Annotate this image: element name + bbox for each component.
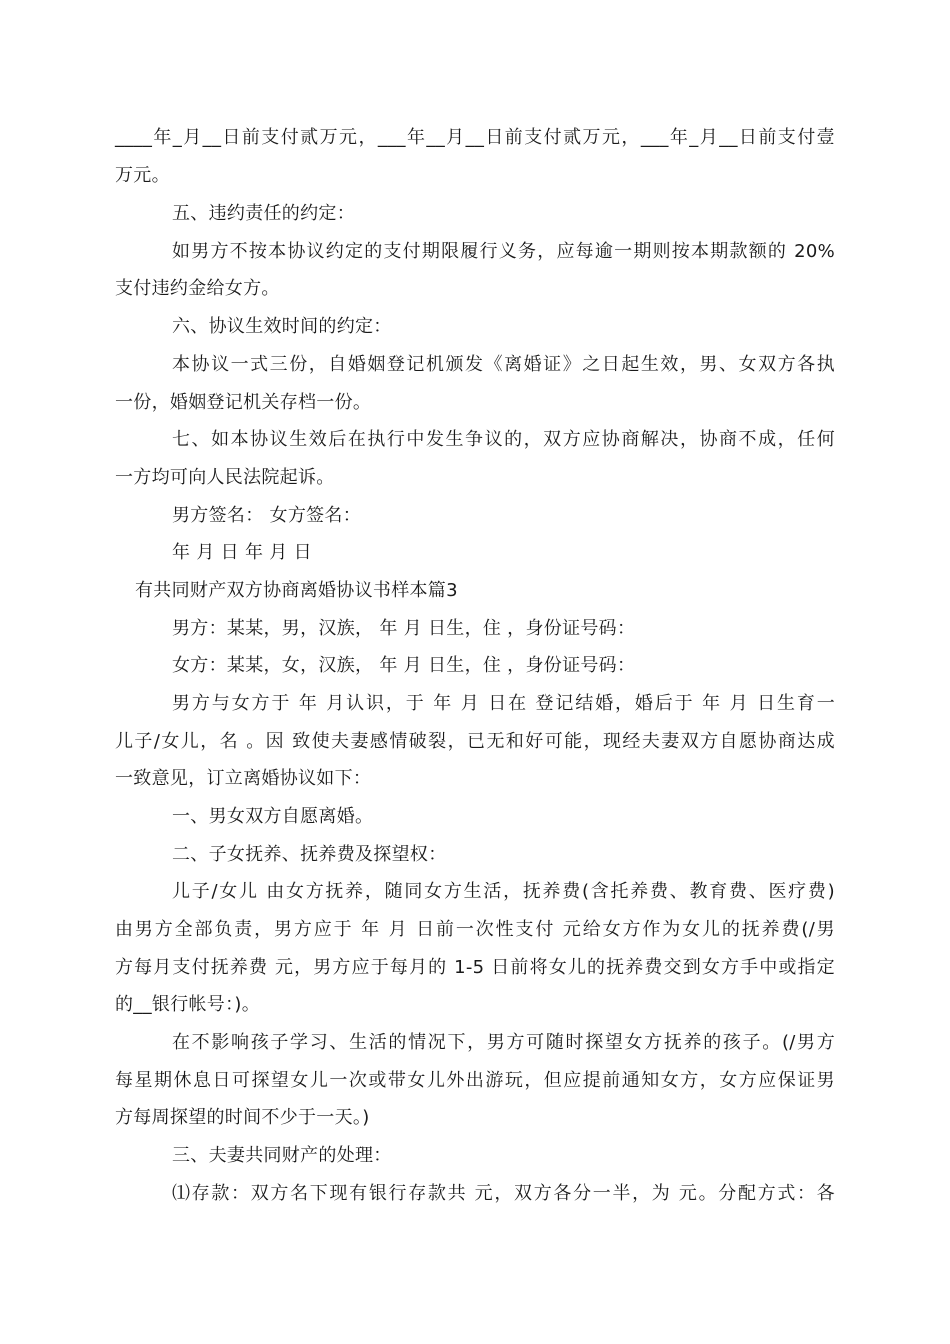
section-heading: 五、违约责任的约定： xyxy=(172,203,355,224)
text-line: 本协议一式三份，自婚姻登记机颁发《离婚证》之日起生效，男、女双方各执 xyxy=(172,354,835,375)
text-line: 在不影响孩子学习、生活的情况下，男方可随时探望女方抚养的孩子。(/男方 xyxy=(172,1032,835,1053)
text-line: 方每月支付抚养费 元，男方应于每月的 1-5 日前将女儿的抚养费交到女方手中或指定 xyxy=(115,957,835,978)
section-heading: 一、男女双方自愿离婚。 xyxy=(172,806,374,827)
text-line: ____年_月__日前支付贰万元，___年__月__日前支付贰万元，___年_月__日前支付壹 xyxy=(115,127,835,148)
text-line: 万元。 xyxy=(115,165,170,186)
text-line: 一份，婚姻登记机关存档一份。 xyxy=(115,392,372,413)
text-line: 儿子/女儿，名 。因 致使夫妻感情破裂，已无和好可能，现经夫妻双方自愿协商达成 xyxy=(115,731,835,752)
document-title: 有共同财产双方协商离婚协议书样本篇3 xyxy=(135,580,458,601)
text-line: 女方：某某，女，汉族， 年 月 日生，住 ，身份证号码： xyxy=(172,655,636,676)
section-heading: 二、子女抚养、抚养费及探望权： xyxy=(172,844,447,865)
text-line: 支付违约金给女方。 xyxy=(115,278,280,299)
text-line: ⑴存款：双方名下现有银行存款共 元，双方各分一半，为 元。分配方式：各 xyxy=(172,1183,835,1204)
text-line: 一致意见，订立离婚协议如下： xyxy=(115,768,372,789)
text-line: 男方：某某，男，汉族， 年 月 日生，住 ，身份证号码： xyxy=(172,618,636,639)
text-line: 七、如本协议生效后在执行中发生争议的，双方应协商解决，协商不成，任何 xyxy=(172,429,835,450)
text-line: 每星期休息日可探望女儿一次或带女儿外出游玩，但应提前通知女方，女方应保证男 xyxy=(115,1070,835,1091)
text-line: 的__银行帐号：)。 xyxy=(115,994,261,1015)
text-line: 由男方全部负责，男方应于 年 月 日前一次性支付 元给女方作为女儿的抚养费(/男 xyxy=(115,919,835,940)
section-heading: 三、夫妻共同财产的处理： xyxy=(172,1145,392,1166)
text-line: 儿子/女儿 由女方抚养，随同女方生活，抚养费(含托养费、教育费、医疗费) xyxy=(172,881,835,902)
text-line: 方每周探望的时间不少于一天。) xyxy=(115,1107,370,1128)
date-line: 年 月 日 年 月 日 xyxy=(172,542,312,563)
signature-line: 男方签名： 女方签名： xyxy=(172,505,362,526)
text-line: 男方与女方于 年 月认识，于 年 月 日在 登记结婚，婚后于 年 月 日生育一 xyxy=(172,693,835,714)
text-line: 一方均可向人民法院起诉。 xyxy=(115,467,335,488)
text-line: 如男方不按本协议约定的支付期限履行义务，应每逾一期则按本期款额的 20% xyxy=(172,241,835,262)
section-heading: 六、协议生效时间的约定： xyxy=(172,316,392,337)
